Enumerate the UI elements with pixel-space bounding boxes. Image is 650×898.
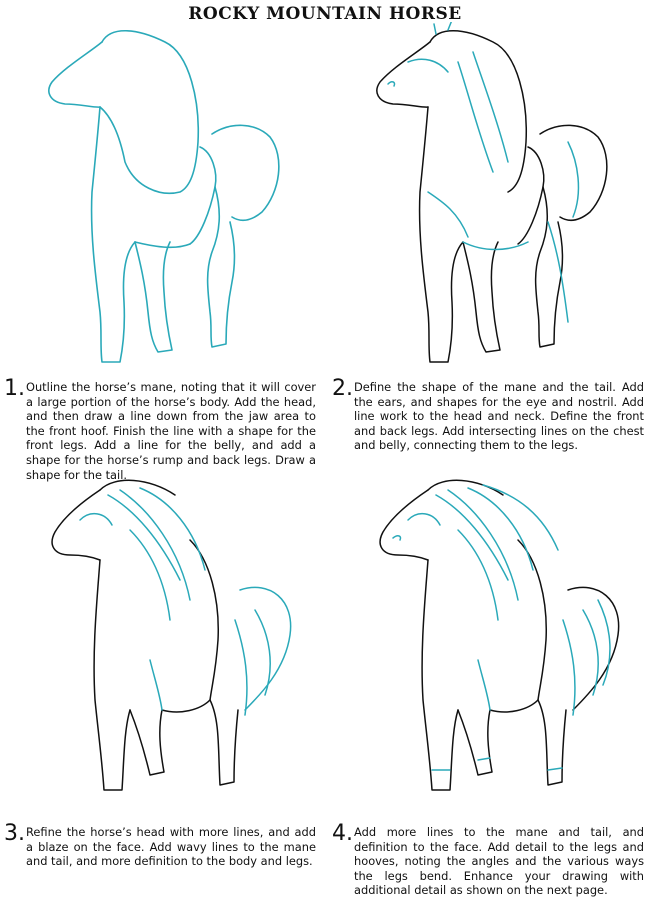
page-title: ROCKY MOUNTAIN HORSE xyxy=(188,4,462,24)
step-number: 1. xyxy=(4,376,25,401)
step-text: Add more lines to the mane and tail, and definition to the face. Add detail to the legs and hooves, noting the angles and the various ways the legs bend. Enhance your drawing with additional detail as shown on the next page. xyxy=(354,825,644,898)
step-number: 3. xyxy=(4,821,25,846)
step-text: Refine the horse’s head with more lines, and add a blaze on the face. Add wavy lines to the mane and tail, and more definition to the body and legs. xyxy=(26,825,316,869)
step-3-drawing xyxy=(40,470,310,810)
step-2-drawing xyxy=(368,22,628,374)
step-4-drawing xyxy=(368,470,638,810)
step-1-drawing xyxy=(40,22,300,374)
step-text: Define the shape of the mane and the tail. Add the ears, and shapes for the eye and nostril. Add line work to the head and neck. Define the front and back legs. Add intersecting lines on the chest and belly, connecting them to the legs. xyxy=(354,380,644,453)
step-number: 2. xyxy=(332,376,353,401)
step-text: Outline the horse’s mane, noting that it will cover a large portion of the horse’s body. Add the head, and then draw a line down from the jaw area to the front hoof. Finish the line with a shape for the front legs. Add a line for the belly, and add a shape for the horse’s rump and back legs. Draw a shape for the tail. xyxy=(26,380,316,482)
step-number: 4. xyxy=(332,821,353,846)
